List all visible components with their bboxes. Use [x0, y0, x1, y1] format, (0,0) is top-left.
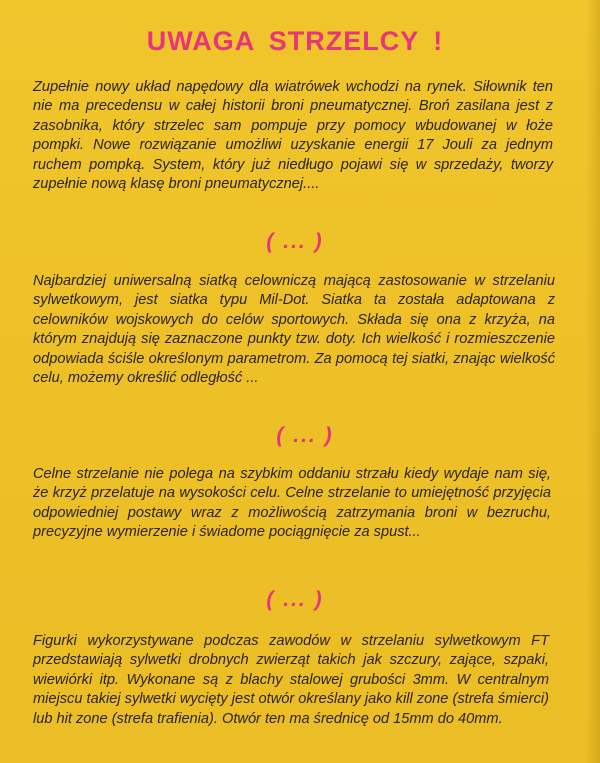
paragraph-accurate-shooting: Celne strzelanie nie polega na szybkim oddaniu strzału kiedy wydaje nam się, że krzyż przelatuje na wysokości celu. Celne strzelanie to umiejętność przyjęcia odpowiedniej postawy wraz z możliwością zatrzymania broni w bezruchu, precyzyjne wymierzenie i świadome pociągnięcie za spust...	[33, 466, 551, 541]
paragraph-pneumatic-drive: Zupełnie nowy układ napędowy dla wiatrówek wchodzi na rynek. Siłownik ten nie ma precedensu w całej historii broni pneumatycznej. Broń zasilana jest z zasobnika, który strzelec sam pompuje przy pomocy wbudowanej w łoże pompki. Nowe rozwiązanie umożliwi uzyskanie energii 17 Jouli za jednym ruchem pompką. System, który już niedługo pojawi się w sprzedaży, tworzy zupełnie nową klasę broni pneumatycznej....	[33, 79, 553, 193]
page-edge-shadow	[586, 0, 600, 763]
ellipsis-separator: ( ... )	[266, 588, 324, 611]
ellipsis-separator: ( ... )	[276, 424, 334, 447]
paragraph-mil-dot-reticle: Najbardziej uniwersalną siatką celowniczą mającą zastosowanie w strzelaniu sylwetkowym, jest siatka typu Mil-Dot. Siatka ta została adaptowana z celowników wojskowych do celów sportowych. Składa się ona z krzyża, na którym znajdują się zaznaczone punkty tzw. doty. Ich wielkość i rozmieszczenie odpowiada ściśle określonym parametrom. Za pomocą tej siatki, znając wielkość celu, możemy określić odległość ...	[33, 273, 555, 387]
paragraph-ft-targets: Figurki wykorzystywane podczas zawodów w strzelaniu sylwetkowym FT przedstawiają sylwetki drobnych zwierząt takich jak szczury, zające, szpaki, wiewiórki itp. Wykonane są z blachy stalowej grubości 3mm. W centralnym miejscu takiej sylwetki wycięty jest otwór określany jako kill zone (strefa śmierci) lub hit zone (strefa trafienia). Otwór ten ma średnicę od 15mm do 40mm.	[33, 633, 549, 727]
ellipsis-separator: ( ... )	[266, 230, 324, 253]
page-title: UWAGA STRZELCY !	[146, 26, 444, 56]
